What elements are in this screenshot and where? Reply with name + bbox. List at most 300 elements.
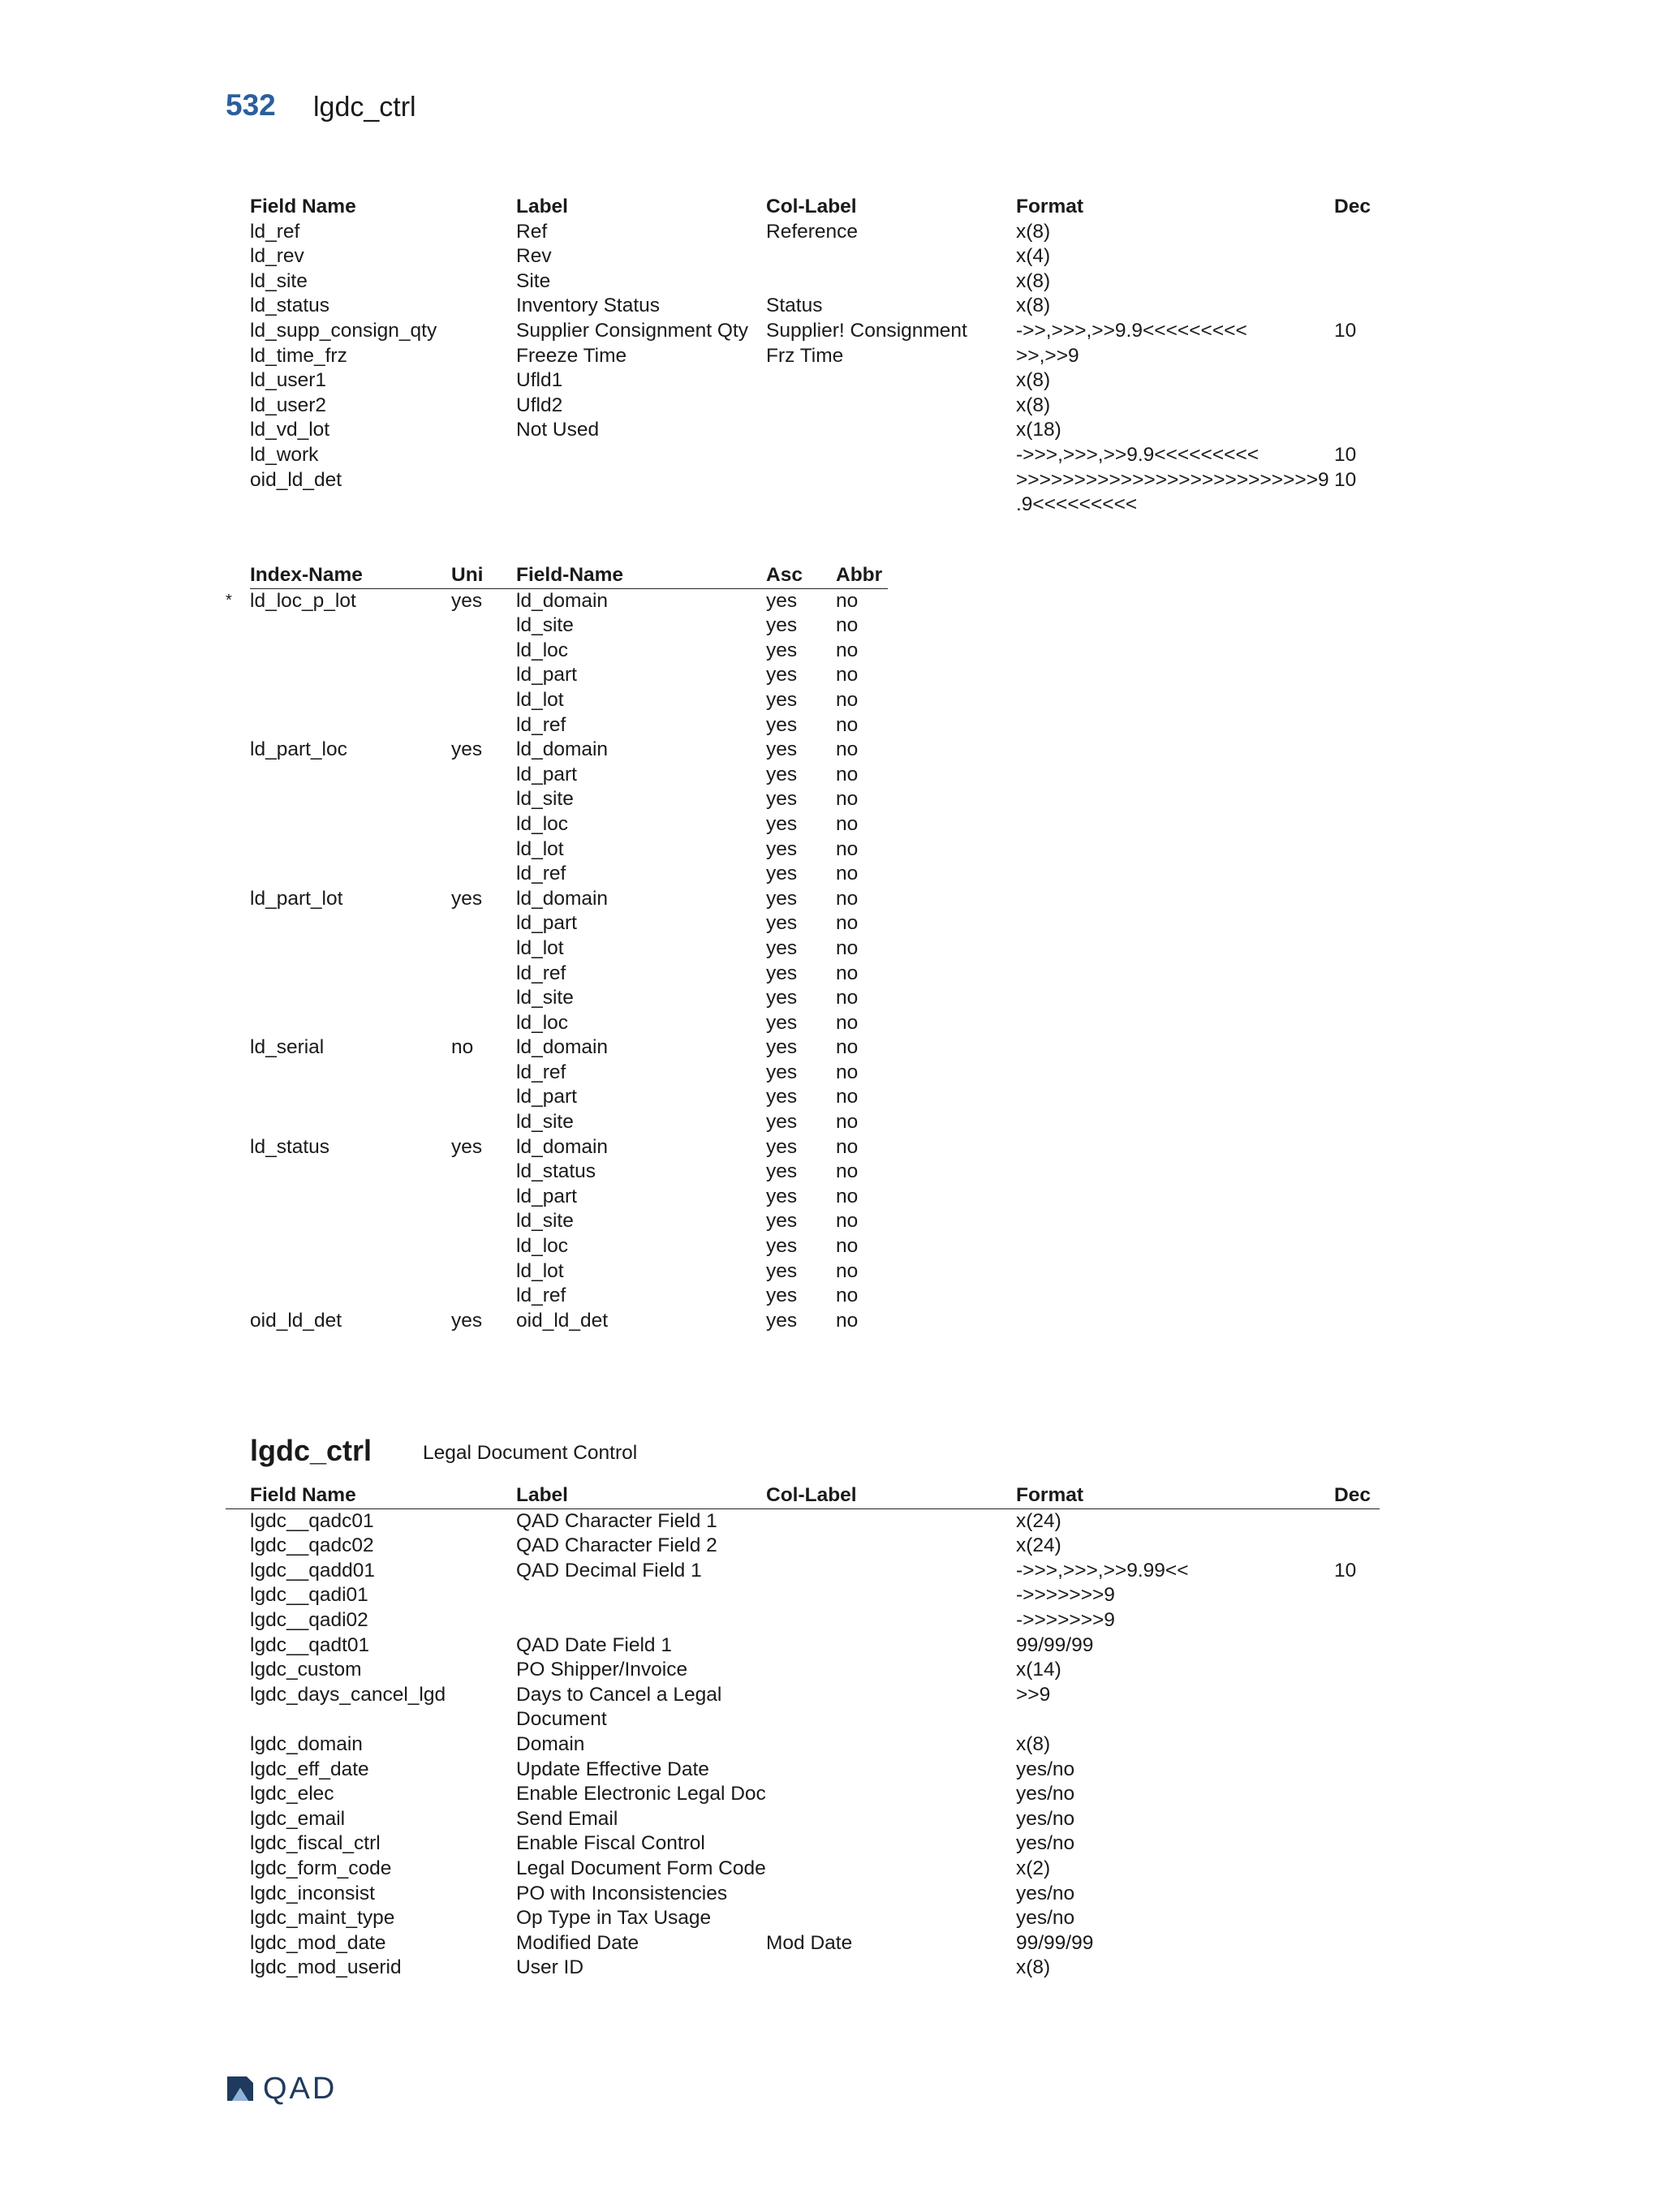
column-header: Col-Label <box>766 196 857 217</box>
col-label-cell <box>766 1906 1016 1931</box>
label-cell: Enable Fiscal Control <box>516 1832 705 1855</box>
ascending-cell: yes <box>766 713 798 736</box>
index-name-cell <box>250 1011 451 1036</box>
label-cell: Domain <box>516 1732 585 1755</box>
abbreviated-cell: no <box>836 962 859 984</box>
field-name-cell: ld_user2 <box>250 394 326 416</box>
table-row <box>226 1782 1380 1807</box>
label-cell: Legal Document Form Code <box>516 1857 766 1879</box>
ascending-cell: yes <box>766 1111 798 1134</box>
field-name-cell: ld_site <box>516 614 574 637</box>
page-number: 532 <box>226 88 276 122</box>
ascending-cell: yes <box>766 812 798 835</box>
index-name-cell <box>250 613 451 639</box>
field-name-cell: lgdc_custom <box>250 1659 362 1681</box>
table-row <box>226 837 888 863</box>
format-cell: ->>,>>>,>>9.9<<<<<<<<< <box>1016 319 1247 342</box>
index-name-cell <box>250 1061 451 1086</box>
col-label-cell <box>766 244 1016 269</box>
field-name-cell: ld_ref <box>516 713 566 736</box>
ascending-cell: yes <box>766 639 798 661</box>
ascending-cell: yes <box>766 936 798 959</box>
qad-logo <box>224 2072 337 2105</box>
format-cell: x(8) <box>1016 295 1051 317</box>
field-name-cell: lgdc__qadc01 <box>250 1509 374 1532</box>
col-label-cell <box>766 1508 1016 1534</box>
ascending-cell: yes <box>766 1135 798 1158</box>
table-row <box>226 986 888 1011</box>
ascending-cell: yes <box>766 887 798 910</box>
abbreviated-cell: no <box>836 1036 859 1059</box>
dec-cell <box>1334 220 1383 245</box>
unique-cell <box>451 1284 516 1309</box>
label-cell: QAD Decimal Field 1 <box>516 1559 702 1582</box>
table-row <box>226 1758 1380 1783</box>
index-name-cell <box>250 986 451 1011</box>
index-name-cell <box>250 936 451 962</box>
dec-cell <box>1334 1882 1380 1907</box>
table-row <box>226 1185 888 1210</box>
column-header: Field-Name <box>516 563 766 588</box>
col-label-cell: Frz Time <box>766 344 844 367</box>
format-cell: ->>>,>>>,>>9.9<<<<<<<<< <box>1016 443 1259 466</box>
dec-cell <box>1334 1807 1380 1832</box>
field-name-cell: lgdc_days_cancel_lgd <box>250 1683 446 1706</box>
format-cell: x(18) <box>1016 419 1061 441</box>
label-cell: Days to Cancel a Legal Document <box>516 1683 722 1731</box>
abbreviated-cell: no <box>836 863 859 885</box>
ascending-cell: yes <box>766 1036 798 1059</box>
column-header: Format <box>1016 1483 1334 1508</box>
label-cell <box>516 468 766 493</box>
abbreviated-cell: no <box>836 1185 859 1207</box>
field-name-cell: ld_site <box>516 788 574 811</box>
field-name-cell: ld_part <box>516 1086 577 1108</box>
column-header: Abbr <box>836 563 888 588</box>
table-row <box>226 1956 1380 1981</box>
table-header-row <box>250 195 1383 220</box>
unique-cell <box>451 1061 516 1086</box>
field-name-cell: lgdc__qadt01 <box>250 1633 370 1656</box>
label-cell: Op Type in Tax Usage <box>516 1907 712 1930</box>
index-name-cell: oid_ld_det <box>250 1309 342 1332</box>
format-cell: x(8) <box>1016 394 1051 416</box>
dec-cell <box>1334 269 1383 295</box>
field-name-cell: ld_domain <box>516 589 609 612</box>
field-name-cell: ld_lot <box>516 1259 564 1282</box>
field-name-cell: lgdc__qadd01 <box>250 1559 375 1582</box>
index-name-cell <box>250 1085 451 1110</box>
format-cell: x(4) <box>1016 245 1051 268</box>
column-header: Field Name <box>250 1483 516 1508</box>
unique-cell <box>451 1160 516 1185</box>
field-name-cell: ld_loc <box>516 812 569 835</box>
dec-cell: 10 <box>1334 319 1357 342</box>
ascending-cell: yes <box>766 664 798 686</box>
table-row <box>250 244 1383 269</box>
ascending-cell: yes <box>766 1011 798 1034</box>
label-cell: User ID <box>516 1956 584 1979</box>
unique-cell <box>451 763 516 788</box>
col-label-cell <box>766 368 1016 394</box>
dec-cell <box>1334 1831 1380 1857</box>
dec-cell <box>1334 368 1383 394</box>
table-row <box>226 1931 1380 1956</box>
field-name-cell: oid_ld_det <box>516 1309 609 1332</box>
index-name-cell: ld_loc_p_lot <box>250 589 356 612</box>
ascending-cell: yes <box>766 1160 798 1183</box>
col-label-cell: Mod Date <box>766 1931 853 1954</box>
format-cell: x(14) <box>1016 1659 1061 1681</box>
dec-cell <box>1334 1658 1380 1683</box>
abbreviated-cell: no <box>836 664 859 686</box>
dec-cell <box>1334 418 1383 443</box>
format-cell: yes/no <box>1016 1807 1075 1830</box>
index-name-cell <box>250 1110 451 1135</box>
dec-cell <box>1334 344 1383 369</box>
label-cell: Rev <box>516 245 552 268</box>
table-row <box>226 1732 1380 1758</box>
table-row <box>250 443 1383 468</box>
index-name-cell <box>250 688 451 713</box>
abbreviated-cell: no <box>836 614 859 637</box>
table-row <box>226 1882 1380 1907</box>
format-cell: x(24) <box>1016 1509 1061 1532</box>
table-row <box>226 1508 1380 1534</box>
ascending-cell: yes <box>766 1185 798 1207</box>
index-name-cell: ld_serial <box>250 1036 325 1059</box>
index-name-cell <box>250 1160 451 1185</box>
ascending-cell: yes <box>766 1061 798 1083</box>
format-cell: x(8) <box>1016 1956 1051 1979</box>
table-row <box>226 812 888 837</box>
field-name-cell: ld_part <box>516 912 577 935</box>
field-name-cell: ld_domain <box>516 738 609 761</box>
col-label-cell <box>766 1559 1016 1584</box>
unique-cell <box>451 911 516 936</box>
table-row <box>226 1857 1380 1882</box>
abbreviated-cell: no <box>836 688 859 711</box>
table-row <box>226 1831 1380 1857</box>
field-name-cell: ld_ref <box>516 1061 566 1083</box>
primary-index-marker: * <box>226 592 232 610</box>
abbreviated-cell: no <box>836 1061 859 1083</box>
col-label-cell <box>766 1633 1016 1659</box>
field-name-cell: ld_ref <box>250 220 300 243</box>
ascending-cell: yes <box>766 912 798 935</box>
abbreviated-cell: no <box>836 837 859 860</box>
dec-cell <box>1334 1758 1380 1783</box>
table-row <box>226 588 888 613</box>
column-header: Label <box>516 196 568 217</box>
index-name-cell <box>250 1259 451 1285</box>
abbreviated-cell: no <box>836 1011 859 1034</box>
field-name-cell: ld_site <box>250 269 308 292</box>
column-header: Col-Label <box>766 1483 1016 1508</box>
column-header: Index-Name <box>250 563 451 588</box>
ascending-cell: yes <box>766 987 798 1009</box>
field-name-cell: lgdc_eff_date <box>250 1758 369 1780</box>
unique-cell <box>451 862 516 887</box>
table-row <box>226 787 888 812</box>
index-name-cell <box>250 911 451 936</box>
index-name-cell <box>250 962 451 987</box>
unique-cell <box>451 986 516 1011</box>
table-row <box>250 220 1383 245</box>
col-label-cell: Reference <box>766 220 859 243</box>
unique-cell <box>451 787 516 812</box>
label-cell: Enable Electronic Legal Doc <box>516 1783 766 1805</box>
field-name-cell: ld_part <box>516 763 577 785</box>
unique-cell: yes <box>451 1309 483 1332</box>
unique-cell: no <box>451 1036 474 1059</box>
dec-cell <box>1334 1608 1380 1633</box>
table-row <box>226 613 888 639</box>
index-name-cell <box>250 763 451 788</box>
table-row <box>226 1583 1380 1608</box>
table-row <box>250 368 1383 394</box>
field-name-cell: lgdc_fiscal_ctrl <box>250 1832 381 1855</box>
dec-cell <box>1334 1956 1380 1981</box>
field-name-cell: ld_part <box>516 1185 577 1207</box>
table-row <box>226 962 888 987</box>
field-name-cell: lgdc__qadc02 <box>250 1534 374 1557</box>
table-row <box>226 1807 1380 1832</box>
label-cell: QAD Character Field 1 <box>516 1509 717 1532</box>
index-name-cell: ld_part_lot <box>250 887 343 910</box>
field-name-cell: ld_vd_lot <box>250 419 330 441</box>
col-label-cell <box>766 418 1016 443</box>
table-description: Legal Document Control <box>423 1442 638 1464</box>
dec-cell <box>1334 1683 1380 1732</box>
dec-cell <box>1334 294 1383 319</box>
label-cell: Ref <box>516 220 548 243</box>
abbreviated-cell: no <box>836 1086 859 1108</box>
unique-cell: yes <box>451 589 483 612</box>
field-name-cell: ld_loc <box>516 639 569 661</box>
format-cell: x(8) <box>1016 369 1051 392</box>
dec-cell <box>1334 1857 1380 1882</box>
table-row <box>250 468 1383 493</box>
ascending-cell: yes <box>766 863 798 885</box>
field-name-cell: lgdc_mod_userid <box>250 1956 402 1979</box>
field-name-cell: ld_status <box>250 295 330 317</box>
table-row <box>250 294 1383 319</box>
field-name-cell: ld_rev <box>250 245 304 268</box>
field-name-cell: ld_time_frz <box>250 344 347 367</box>
format-cell: yes/no <box>1016 1832 1075 1855</box>
field-name-cell: ld_supp_consign_qty <box>250 319 437 342</box>
label-cell: Not Used <box>516 419 600 441</box>
field-name-cell: ld_ref <box>516 962 566 984</box>
unique-cell <box>451 962 516 987</box>
abbreviated-cell: no <box>836 1235 859 1258</box>
index-table <box>226 563 888 1333</box>
table-row <box>226 1906 1380 1931</box>
table-row <box>226 1035 888 1061</box>
index-name-cell <box>250 1284 451 1309</box>
index-name-cell <box>250 639 451 664</box>
label-cell: Freeze Time <box>516 344 627 367</box>
unique-cell <box>451 639 516 664</box>
format-cell: yes/no <box>1016 1882 1075 1904</box>
field-name-cell: ld_loc <box>516 1235 569 1258</box>
format-cell: x(2) <box>1016 1857 1051 1879</box>
table-row <box>226 1209 888 1234</box>
label-cell <box>516 443 766 468</box>
dec-cell <box>1334 394 1383 419</box>
abbreviated-cell: no <box>836 1210 859 1233</box>
running-title: lgdc_ctrl <box>313 92 416 123</box>
table-row <box>226 1110 888 1135</box>
ascending-cell: yes <box>766 589 798 612</box>
dec-cell <box>1334 1508 1380 1534</box>
unique-cell <box>451 1011 516 1036</box>
table-row <box>226 1135 888 1160</box>
label-cell <box>516 1583 766 1608</box>
format-cell: x(24) <box>1016 1534 1061 1557</box>
dec-cell <box>1334 1906 1380 1931</box>
table-row <box>226 1309 888 1334</box>
table-row <box>250 418 1383 443</box>
label-cell: Update Effective Date <box>516 1758 709 1780</box>
format-cell: yes/no <box>1016 1758 1075 1780</box>
dec-cell <box>1334 1931 1380 1956</box>
table-row <box>226 1608 1380 1633</box>
logo-text: QAD <box>263 2072 338 2106</box>
label-cell: PO with Inconsistencies <box>516 1882 728 1904</box>
field-name-cell: lgdc_elec <box>250 1783 334 1805</box>
label-cell: Site <box>516 269 551 292</box>
table-title: lgdc_ctrl <box>250 1434 372 1467</box>
column-header: Dec <box>1334 1483 1380 1508</box>
col-label-cell <box>766 443 1016 468</box>
index-name-cell <box>250 1209 451 1234</box>
field-name-cell: ld_site <box>516 1210 574 1233</box>
field-name-cell: ld_site <box>516 987 574 1009</box>
ascending-cell: yes <box>766 1309 798 1332</box>
format-cell: >>9 <box>1016 1683 1051 1706</box>
format-cell: yes/no <box>1016 1783 1075 1805</box>
unique-cell <box>451 936 516 962</box>
field-table-ld-det <box>250 195 1383 518</box>
ascending-cell: yes <box>766 1086 798 1108</box>
dec-cell <box>1334 1583 1380 1608</box>
unique-cell: yes <box>451 887 483 910</box>
field-name-cell: ld_ref <box>516 1285 566 1307</box>
abbreviated-cell: no <box>836 713 859 736</box>
table-header-row <box>226 1483 1380 1508</box>
label-cell: Ufld2 <box>516 394 563 416</box>
ascending-cell: yes <box>766 837 798 860</box>
unique-cell <box>451 713 516 738</box>
table-row <box>226 713 888 738</box>
table-row <box>226 911 888 936</box>
column-header: Label <box>516 1483 766 1508</box>
abbreviated-cell: no <box>836 1160 859 1183</box>
field-name-cell: ld_site <box>516 1111 574 1134</box>
unique-cell <box>451 1209 516 1234</box>
abbreviated-cell: no <box>836 936 859 959</box>
unique-cell <box>451 1085 516 1110</box>
col-label-cell: Supplier! Consignment <box>766 319 967 342</box>
table-row <box>250 344 1383 369</box>
abbreviated-cell: no <box>836 1309 859 1332</box>
table-row <box>250 394 1383 419</box>
dec-cell <box>1334 244 1383 269</box>
unique-cell <box>451 1185 516 1210</box>
table-row <box>226 1683 1380 1732</box>
abbreviated-cell: no <box>836 912 859 935</box>
index-name-cell <box>250 1185 451 1210</box>
table-row <box>226 738 888 763</box>
dec-cell: 10 <box>1334 468 1357 491</box>
table-row <box>226 1633 1380 1659</box>
field-name-cell: ld_user1 <box>250 369 326 392</box>
table-row <box>226 688 888 713</box>
table-row <box>226 663 888 688</box>
unique-cell: yes <box>451 1135 483 1158</box>
ascending-cell: yes <box>766 614 798 637</box>
col-label-cell: Status <box>766 295 823 317</box>
field-name-cell: ld_domain <box>516 1135 609 1158</box>
col-label-cell <box>766 1583 1016 1608</box>
table-row <box>226 1259 888 1285</box>
field-name-cell: lgdc_form_code <box>250 1857 392 1879</box>
unique-cell <box>451 1110 516 1135</box>
format-cell: >>>>>>>>>>>>>>>>>>>>>>>>>>9 <box>1016 468 1329 491</box>
dec-cell <box>1334 1633 1380 1659</box>
field-name-cell: ld_status <box>516 1160 596 1183</box>
ascending-cell: yes <box>766 1259 798 1282</box>
table-row <box>226 862 888 887</box>
unique-cell <box>451 613 516 639</box>
unique-cell <box>451 688 516 713</box>
table-row <box>250 319 1383 344</box>
label-cell: PO Shipper/Invoice <box>516 1659 688 1681</box>
col-label-cell <box>766 1658 1016 1683</box>
table-row-continuation <box>250 493 1383 518</box>
index-name-cell: ld_part_loc <box>250 738 347 761</box>
ascending-cell: yes <box>766 738 798 761</box>
field-name-cell: ld_lot <box>516 936 564 959</box>
unique-cell <box>451 812 516 837</box>
unique-cell <box>451 1259 516 1285</box>
field-name-cell: ld_ref <box>516 863 566 885</box>
table-row <box>226 763 888 788</box>
field-name-cell: lgdc__qadi02 <box>250 1608 368 1631</box>
field-name-cell: ld_loc <box>516 1011 569 1034</box>
dec-cell: 10 <box>1334 1559 1357 1582</box>
abbreviated-cell: no <box>836 812 859 835</box>
table-row <box>226 1658 1380 1683</box>
table-row <box>226 1160 888 1185</box>
label-cell: Ufld1 <box>516 369 563 392</box>
ascending-cell: yes <box>766 763 798 785</box>
col-label-cell <box>766 1758 1016 1783</box>
column-header: Format <box>1016 196 1084 217</box>
qad-logo-icon <box>224 2073 256 2104</box>
col-label-cell <box>766 1857 1016 1882</box>
col-label-cell <box>766 1732 1016 1758</box>
abbreviated-cell: no <box>836 987 859 1009</box>
abbreviated-cell: no <box>836 738 859 761</box>
label-cell <box>516 1608 766 1633</box>
abbreviated-cell: no <box>836 788 859 811</box>
field-name-cell: oid_ld_det <box>250 468 342 491</box>
index-name-cell: ld_status <box>250 1135 330 1158</box>
format-cell: x(8) <box>1016 269 1051 292</box>
